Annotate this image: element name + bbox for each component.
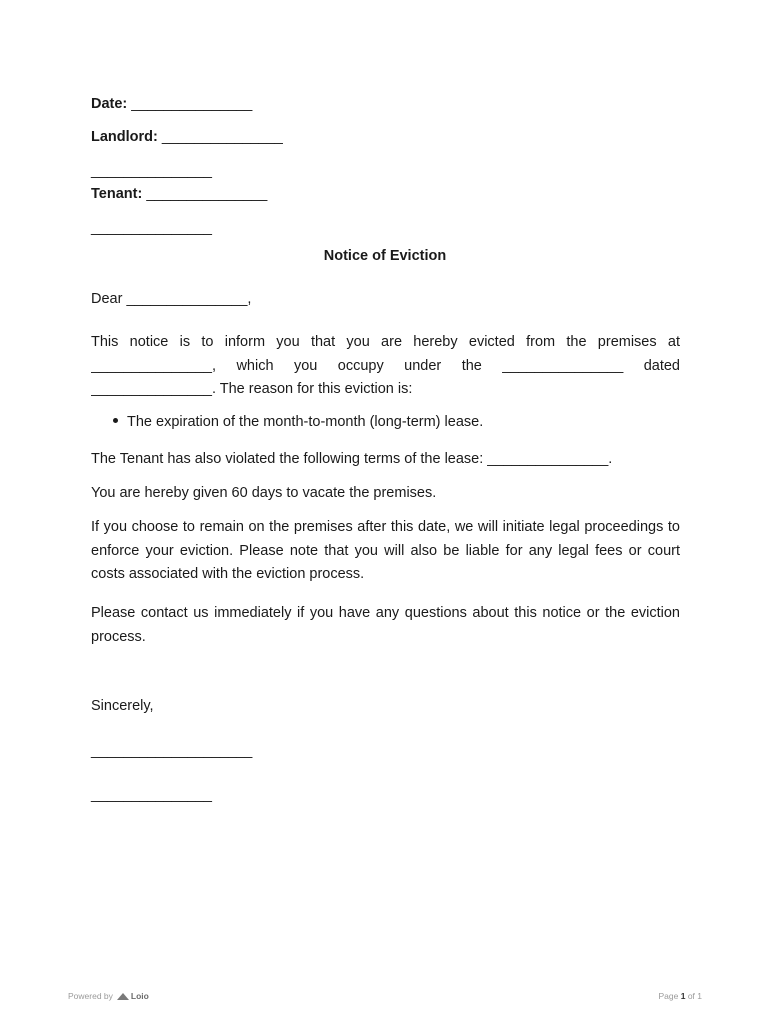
- document-title: Notice of Eviction: [323, 248, 447, 264]
- powered-by: [68, 991, 149, 1001]
- loio-logo-icon: [117, 993, 129, 1000]
- reason-text: The expiration of the month-to-month (long-term) lease.: [127, 414, 484, 430]
- landlord-line: [91, 129, 283, 145]
- landlord-label: Landlord:: [91, 129, 158, 145]
- powered-by-text: Powered by: [68, 991, 113, 1001]
- page-indicator: [658, 991, 702, 1001]
- tenant-label: Tenant:: [91, 186, 143, 202]
- intro-paragraph: This notice is to inform you that you are hereby evicted from the premises at _______________, which you occupy under the _______________ dated _______________. The reason for this eviction is:: [91, 334, 680, 397]
- page-prefix: Page: [658, 991, 679, 1001]
- date-blank: _______________: [131, 96, 253, 112]
- violation-paragraph: The Tenant has also violated the following terms of the lease: _______________.: [91, 451, 613, 467]
- contact-paragraph: Please contact us immediately if you have any questions about this notice or the eviction process.: [91, 605, 680, 645]
- closing-sincerely: Sincerely,: [91, 698, 154, 714]
- bullet-dot-icon: [113, 418, 118, 423]
- salutation: Dear _______________,: [91, 291, 252, 307]
- tenant-blank: _______________: [146, 186, 268, 202]
- brand-name: Loio: [130, 991, 149, 1001]
- tenant-address-line: _______________: [91, 220, 212, 236]
- tenant-line: [91, 186, 267, 202]
- vacate-paragraph: You are hereby given 60 days to vacate the premises.: [91, 485, 437, 501]
- reason-bullet: [113, 414, 483, 430]
- name-line: _______________: [91, 787, 212, 803]
- page-suffix: of 1: [687, 991, 702, 1001]
- page-number: 1: [680, 991, 686, 1001]
- signature-line: ____________________: [91, 743, 253, 759]
- date-label: Date:: [91, 96, 128, 112]
- landlord-address-line: _______________: [91, 163, 212, 179]
- legal-paragraph: If you choose to remain on the premises after this date, we will initiate legal proceedings to enforce your eviction. Please note that you will also be liable for any legal fees or court costs associated with the eviction process.: [91, 519, 680, 582]
- landlord-blank: _______________: [161, 129, 283, 145]
- date-line: [91, 96, 252, 112]
